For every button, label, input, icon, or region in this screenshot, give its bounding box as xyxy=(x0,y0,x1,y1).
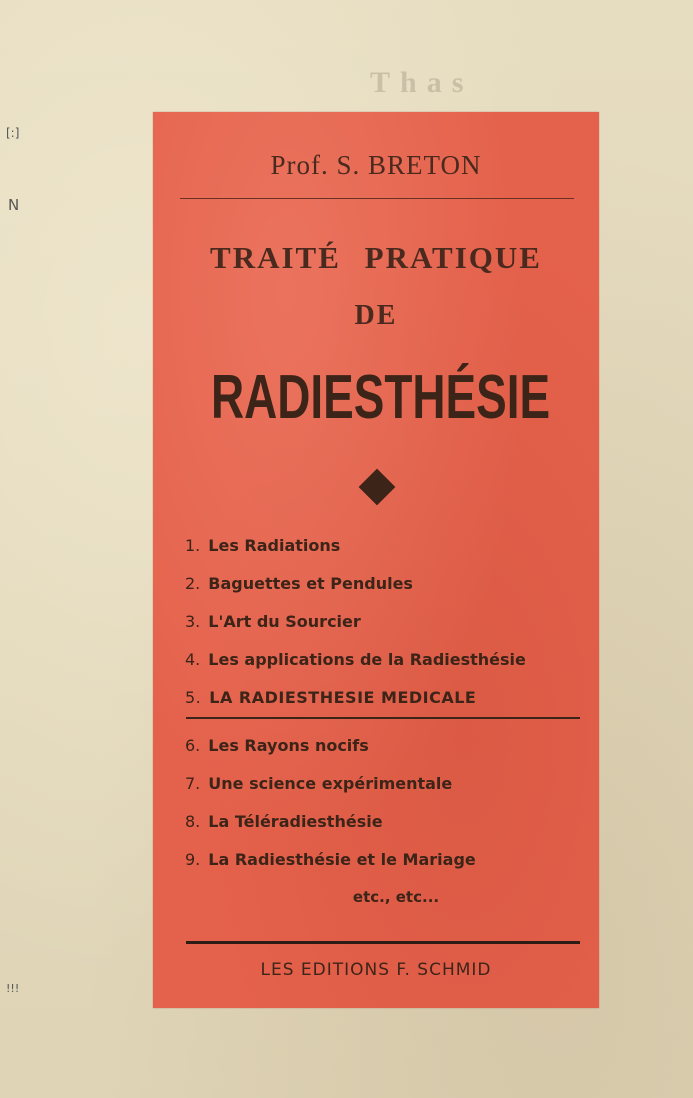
contents-number: 7. xyxy=(185,774,201,793)
contents-text: La Radiesthésie et le Mariage xyxy=(208,850,476,869)
contents-item xyxy=(185,612,361,642)
faded-stamp: Thas xyxy=(370,66,474,99)
contents-number: 6. xyxy=(185,736,201,755)
contents-item xyxy=(185,574,413,604)
contents-number: 1. xyxy=(185,536,201,555)
contents-number: 4. xyxy=(185,650,201,669)
contents-text: LA RADIESTHESIE MEDICALE xyxy=(209,688,477,707)
title-line-1: TRAITÉ PRATIQUE xyxy=(210,240,542,275)
contents-item xyxy=(185,774,452,804)
contents-text: Une science expérimentale xyxy=(208,774,453,793)
contents-number: 9. xyxy=(185,850,201,869)
contents-number: 3. xyxy=(185,612,201,631)
author-name: Prof. S. BRETON xyxy=(270,150,482,180)
contents-item xyxy=(185,536,340,566)
contents-item xyxy=(185,650,526,680)
edge-mark-top: [:] xyxy=(6,126,20,140)
edge-mark-bottom: !!! xyxy=(6,982,20,995)
diamond-icon xyxy=(359,469,396,506)
contents-item-highlighted xyxy=(185,688,476,718)
title-line-2: DE xyxy=(354,300,398,331)
contents-item xyxy=(185,736,369,766)
contents-text: Baguettes et Pendules xyxy=(208,574,413,593)
contents-item xyxy=(185,850,476,880)
etc-text: etc., etc... xyxy=(352,888,440,906)
contents-text: Les Rayons nocifs xyxy=(208,736,369,755)
contents-text: Les Radiations xyxy=(208,536,341,555)
contents-number: 2. xyxy=(185,574,201,593)
divider-bottom xyxy=(186,941,580,944)
contents-number: 8. xyxy=(185,812,201,831)
contents-text: Les applications de la Radiesthésie xyxy=(208,650,526,669)
publisher-name: LES EDITIONS F. SCHMID xyxy=(260,960,492,980)
divider-top xyxy=(180,198,574,199)
contents-number: 5. xyxy=(185,688,202,707)
contents-text: La Téléradiesthésie xyxy=(208,812,383,831)
contents-item xyxy=(185,812,383,842)
divider-middle xyxy=(186,717,580,719)
contents-text: L'Art du Sourcier xyxy=(208,612,361,631)
title-main: RADIESTHÉSIE xyxy=(210,363,551,432)
edge-mark-middle: N xyxy=(8,196,20,214)
red-title-label xyxy=(153,112,599,1008)
